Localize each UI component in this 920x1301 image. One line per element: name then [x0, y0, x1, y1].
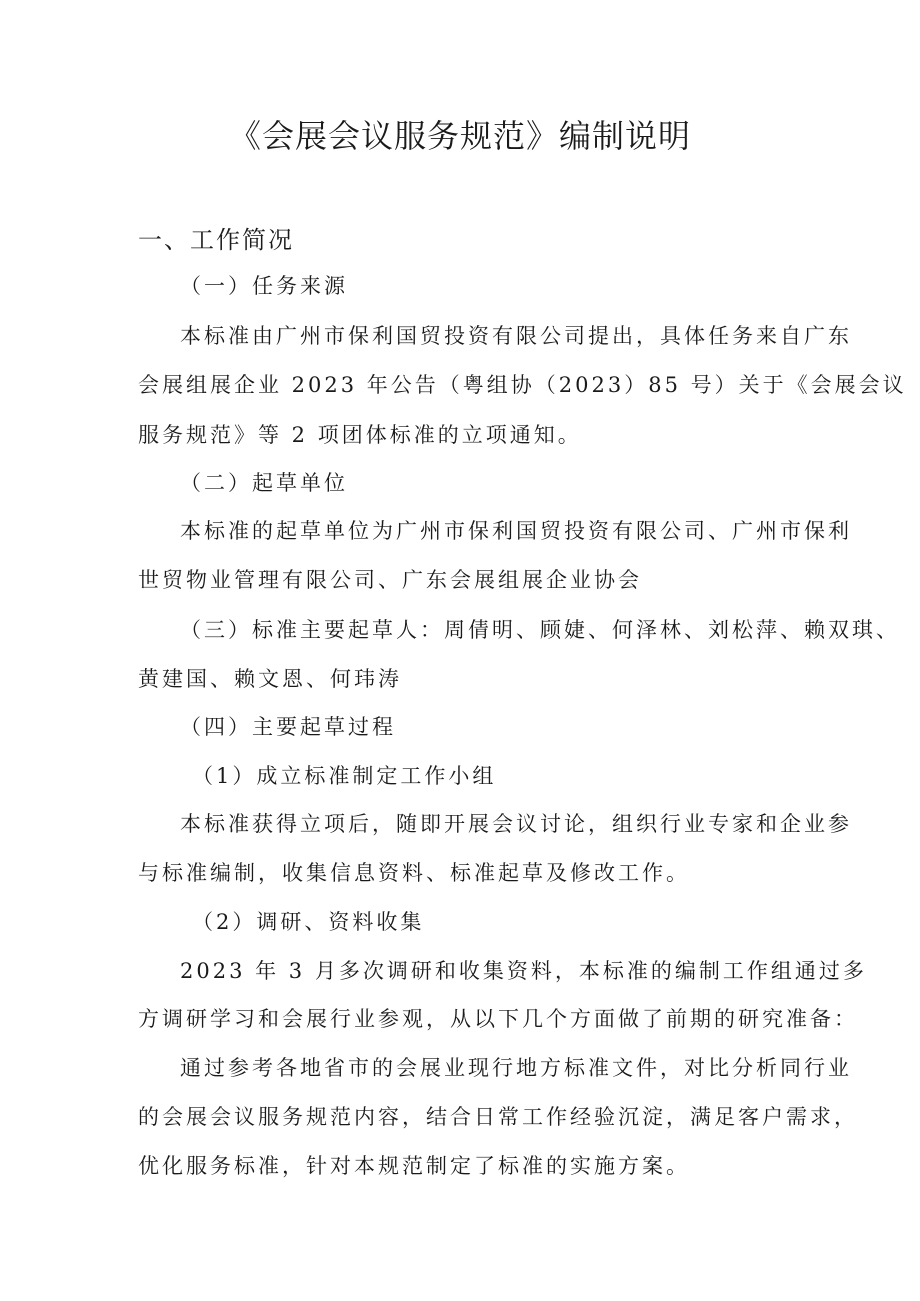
paragraph-line: 优化服务标准，针对本规范制定了标准的实施方案。	[138, 1154, 690, 1178]
paragraph-line-drafters: （三）标准主要起草人：周倩明、顾婕、何泽林、刘松萍、赖双琪、	[180, 618, 900, 642]
paragraph-line: 本标准获得立项后，随即开展会议讨论，组织行业专家和企业参	[180, 812, 852, 836]
step-label-form-working-group: （1）成立标准制定工作小组	[192, 764, 497, 788]
paragraph-line: 的会展会议服务规范内容，结合日常工作经验沉淀，满足客户需求，	[138, 1105, 858, 1129]
paragraph-line: 世贸物业管理有限公司、广东会展组展企业协会	[138, 568, 642, 592]
paragraph-line: 与标准编制，收集信息资料、标准起草及修改工作。	[138, 861, 690, 885]
paragraph-line: 黄建国、赖文恩、何玮涛	[138, 667, 402, 691]
paragraph-line: 2023 年 3 月多次调研和收集资料，本标准的编制工作组通过多	[180, 959, 867, 983]
subsection-label-drafting-process: （四）主要起草过程	[180, 715, 396, 739]
paragraph-line: 本标准的起草单位为广州市保利国贸投资有限公司、广州市保利	[180, 519, 852, 543]
subsection-label-task-source: （一）任务来源	[180, 274, 348, 298]
paragraph-line: 会展组展企业 2023 年公告（粤组协（2023）85 号）关于《会展会议	[138, 373, 907, 397]
document-title: 《会展会议服务规范》编制说明	[228, 117, 691, 155]
paragraph-line: 通过参考各地省市的会展业现行地方标准文件，对比分析同行业	[180, 1056, 852, 1080]
section-heading: 一、工作简况	[138, 226, 294, 254]
paragraph-line: 本标准由广州市保利国贸投资有限公司提出，具体任务来自广东	[180, 324, 852, 348]
subsection-label-drafting-units: （二）起草单位	[180, 471, 348, 495]
paragraph-line: 方调研学习和会展行业参观，从以下几个方面做了前期的研究准备：	[138, 1007, 858, 1031]
paragraph-line: 服务规范》等 2 项团体标准的立项通知。	[138, 423, 582, 447]
step-label-research: （2）调研、资料收集	[192, 910, 425, 934]
